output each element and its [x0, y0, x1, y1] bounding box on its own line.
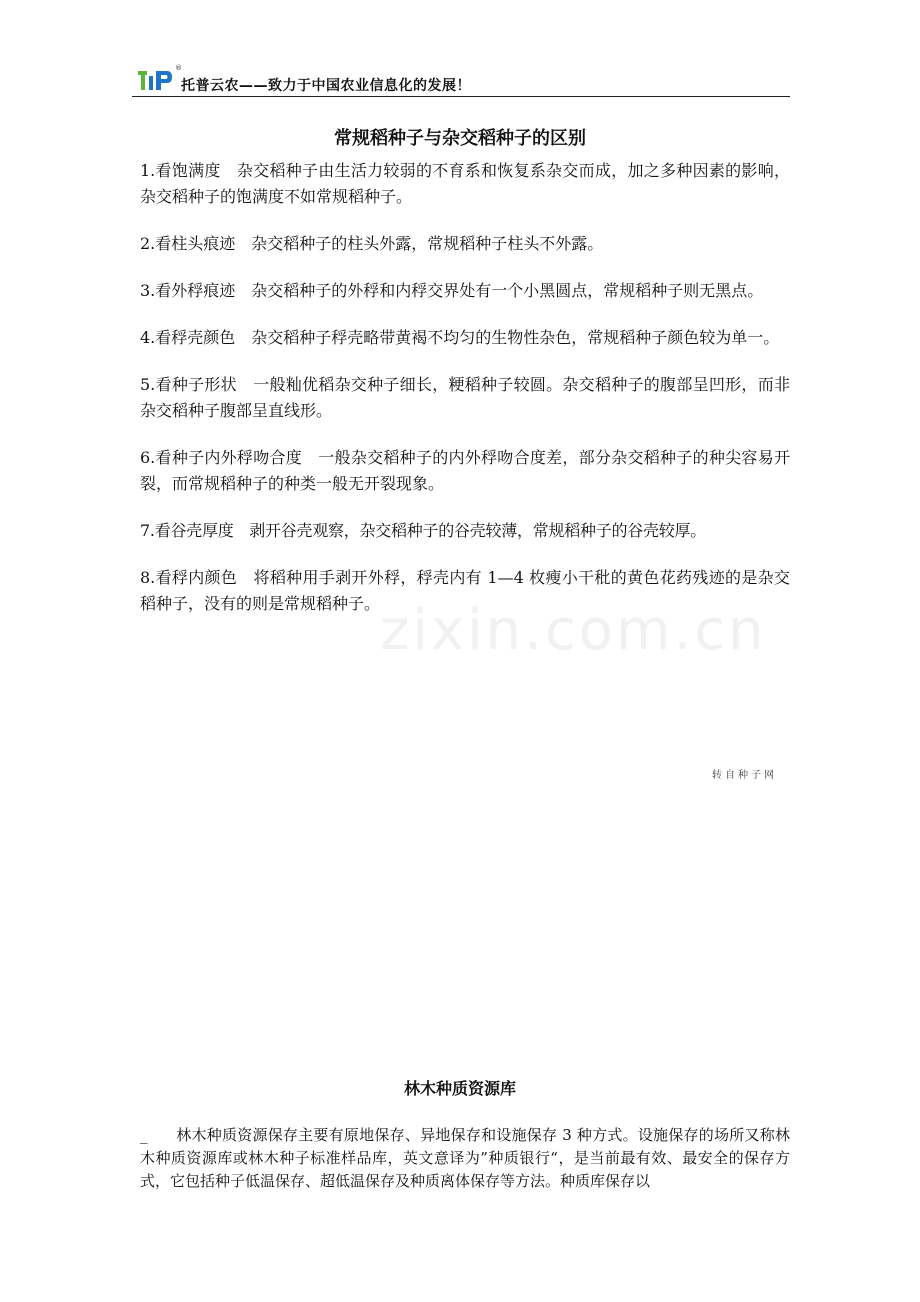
watermark: zixin.com.cn [380, 598, 767, 663]
paragraph-4: 4.看稃壳颜色 杂交稻种子稃壳略带黄褐不均匀的生物性杂色，常规稻种子颜色较为单一。 [140, 328, 780, 347]
paragraph-2: 2.看柱头痕迹 杂交稻种子的柱头外露，常规稻种子柱头不外露。 [140, 234, 604, 253]
paragraph-8: 8.看稃内颜色 将稻种用手剥开外稃，稃壳内有 1—4 枚瘦小干秕的黄色花药残迹的是杂交稻种子，没有的则是常规稻种子。 [140, 568, 790, 613]
registered-mark: ® [175, 64, 182, 72]
section-title: 林木种质资源库 [403, 1079, 516, 1098]
paragraph-3: 3.看外稃痕迹 杂交稻种子的外稃和内稃交界处有一个小黑圆点，常规稻种子则无黑点。 [140, 281, 764, 300]
page-header [132, 62, 790, 97]
source-note: 转自种子网 [712, 770, 777, 781]
section-body [140, 1124, 790, 1193]
paragraph-6: 6.看种子内外稃吻合度 一般杂交稻种子的内外稃吻合度差，部分杂交稻种子的种尖容易开裂，而常规稻种子的种类一般无开裂现象。 [140, 448, 790, 493]
paragraph-1: 1.看饱满度 杂交稻种子由生活力较弱的不育系和恢复系杂交而成，加之多种因素的影响，杂交稻种子的饱满度不如常规稻种子。 [140, 161, 790, 206]
section-paragraph: 林木种质资源保存主要有原地保存、异地保存和设施保存 3 种方式。设施保存的场所又称林木种质资源库或林木种子标准样品库，英文意译为”种质银行“，是当前最有效、最安全的保存方式，它包括种子低温保存、超低温保存及种质离体保存等方法。种质库保存以 [140, 1126, 790, 1190]
lead-mark: _ [140, 1126, 148, 1144]
tuopu-logo-icon [137, 67, 173, 93]
paragraph-5: 5.看种子形状 一般籼优稻杂交种子细长，粳稻种子较圆。杂交稻种子的腹部呈凹形，而非杂交稻种子腹部呈直线形。 [140, 375, 790, 420]
article-body [140, 158, 790, 638]
header-slogan: 托普云农——致力于中国农业信息化的发展！ [181, 78, 471, 94]
paragraph-7: 7.看谷壳厚度 剥开谷壳观察，杂交稻种子的谷壳较薄，常规稻种子的谷壳较厚。 [140, 521, 707, 540]
article-title: 常规稻种子与杂交稻种子的区别 [334, 128, 586, 149]
